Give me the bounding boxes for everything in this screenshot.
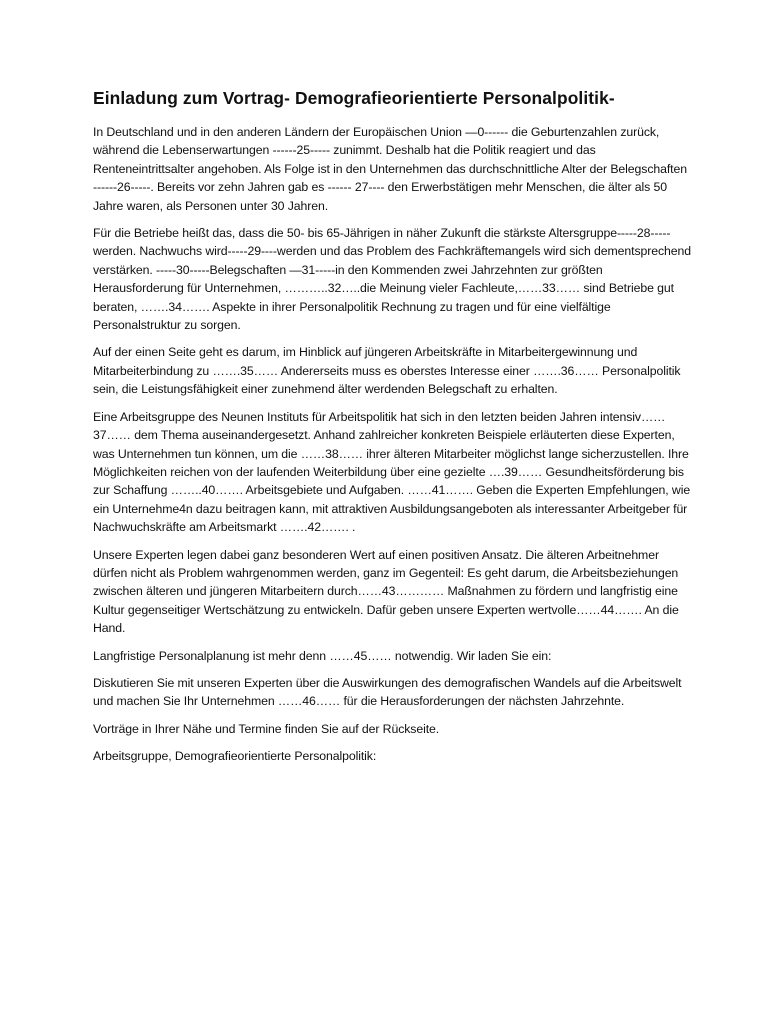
paragraph-vortraege: Vorträge in Ihrer Nähe und Termine finden Sie auf der Rückseite. (93, 721, 440, 736)
paragraph-arbeitsgruppe: Eine Arbeitsgruppe des Neunen Instituts für Arbeitspolitik hat sich in den letzten beiden Jahren intensiv……37…… dem Thema auseinandergesetzt. Anhand zahlreicher konkreten Beispiele erläuterten diese Experten, was Unternehmen tun können, um die ……38…… ihrer älteren Mitarbeiter möglichst lange sicherzustellen. Ihre Möglichkeiten reichen von der laufenden Weiterbildung über eine gezielte ….39…… Gesundheitsförderung bis zur Schaffung ……..40……. Arbeitsgebiete und Aufgaben. ……41……. Geben die Experten Empfehlungen, wie ein Unternehme4n dazu beitragen kann, mit attraktiven Ausbildungsangeboten als interessanter Arbeitgeber für Nachwuchskräfte am Arbeitsmarkt …….42……. . (93, 409, 691, 535)
paragraph-personalplanung: Langfristige Personalplanung ist mehr denn ……45…… notwendig. Wir laden Sie ein: (93, 648, 552, 663)
document-title: Einladung zum Vortrag- Demografieorientierte Personalpolitik- (93, 88, 615, 108)
paragraph-betriebe: Für die Betriebe heißt das, dass die 50- bis 65-Jährigen in näher Zukunft die stärkste Altersgruppe-----28----- werden. Nachwuchs wird-----29----werden und das Problem des Fachkräftemangels wird sich dementsprechend verstärken. -----30-----Belegschaften —31-----in den Kommenden zwei Jahrzehnten zur größten Herausforderung für Unternehmen, ………..32…..die Meinung vieler Fachleute,……33…… sind Betriebe gut beraten, …….34……. Aspekte in ihrer Personalpolitik Rechnung zu tragen und für eine vielfältige Personalstruktur zu sorgen. (93, 226, 691, 333)
paragraph-experten: Unsere Experten legen dabei ganz besonderen Wert auf einen positiven Ansatz. Die älteren Arbeitnehmer dürfen nicht als Problem wahrgenommen werden, ganz im Gegenteil: Es geht darum, die Arbeitsbeziehungen zwischen älteren und jüngeren Mitarbeitern durch……43………… Maßnahmen zu fördern und langfristig eine Kultur gegenseitiger Wertschätzung zu entwickeln. Dafür geben unsere Experten wertvolle……44……. An die Hand. (93, 547, 679, 636)
paragraph-einerseits: Auf der einen Seite geht es darum, im Hinblick auf jüngeren Arbeitskräfte in Mitarbeitergewinnung und Mitarbeiterbindung zu …….35…… Andererseits muss es oberstes Interesse einer …….36…… Personalpolitik sein, die Leistungsfähigkeit einer zunehmend älter werdenden Belegschaft zu erhalten. (93, 345, 681, 397)
paragraph-intro: In Deutschland und in den anderen Ländern der Europäischen Union —0------ die Geburtenzahlen zurück, während die Lebenserwartungen ------25----- zunimmt. Deshalb hat die Politik reagiert und das Renteneintrittsalter angehoben. Als Folge ist in den Unternehmen das durchschnittliche Alter der Belegschaften ------26-----. Bereits vor zehn Jahren gab es ------ 27---- den Erwerbstätigen mehr Menschen, die älter als 50 Jahre waren, als Personen unter 30 Jahren. (93, 125, 687, 213)
document-page (93, 88, 693, 775)
paragraph-diskutieren: Diskutieren Sie mit unseren Experten über die Auswirkungen des demografischen Wandels auf die Arbeitswelt und machen Sie Ihr Unternehmen ……46…… für die Herausforderungen der nächsten Jahrzehnte. (93, 675, 682, 709)
paragraph-signature: Arbeitsgruppe, Demografieorientierte Personalpolitik: (93, 749, 377, 764)
